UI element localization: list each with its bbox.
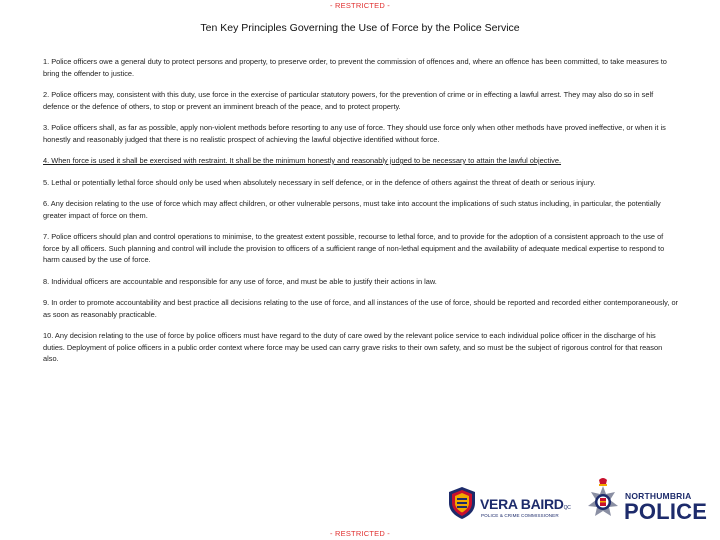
commissioner-crest-icon xyxy=(447,486,477,520)
principle-1: 1. Police officers owe a general duty to protect persons and property, to preserve order, to prevent the commission of offences and, where an offence has been committed, to take measures to bring the offender to justice. xyxy=(43,57,667,78)
police-force-name: POLICE xyxy=(624,499,708,524)
principle-8: 8. Individual officers are accountable and responsible for any use of force, and must be able to justify their actions in law. xyxy=(43,276,437,286)
principle-10: 10. Any decision relating to the use of force by police officers must have regard to the duty of care owed by the relevant police service to each individual police officer in the discharge of his duties. Deployment of police officers in a public order context where force may be used can carry grave risks to their own safety, and so must be the subject of rigorous control for that reason also. xyxy=(43,331,663,363)
security-marking-bottom: - RESTRICTED - xyxy=(330,529,390,538)
commissioner-logo xyxy=(445,474,580,530)
commissioner-suffix: QC xyxy=(563,505,571,511)
principle-2: 2. Police officers may, consistent with this duty, use force in the exercise of particular statutory powers, for the prevention of crime or in effecting a lawful arrest. They may also do so in self defence or the defence of others, to stop or prevent an imminent breach of the peace, and to protect property. xyxy=(43,90,654,111)
principle-5: 5. Lethal or potentially lethal force should only be used when absolutely necessary in self defence, or in the defence of others against the threat of death or serious injury. xyxy=(43,177,596,187)
principles-list xyxy=(43,56,679,365)
police-force-logo xyxy=(585,474,720,530)
police-force-region: NORTHUMBRIA xyxy=(625,491,692,501)
principle-7: 7. Police officers should plan and control operations to minimise, to the greatest extent possible, recourse to lethal force, and to provide for the adoption of a consistent approach to the use of force by all officers. Such planning and control will include the provision to officers of a sufficient range of non-lethal equipment and the availability of adequate medical expertise to respond to harm caused by the use of force. xyxy=(43,232,665,264)
principle-4: 4. When force is used it shall be exercised with restraint. It shall be the minimum honestly and reasonably judged to be necessary to attain the lawful objective. xyxy=(43,156,562,165)
security-marking-top: - RESTRICTED - xyxy=(330,1,390,10)
footer-logos xyxy=(445,474,720,530)
commissioner-name-text: VERA BAIRD xyxy=(480,496,564,512)
page-title: Ten Key Principles Governing the Use of Force by the Police Service xyxy=(200,22,520,34)
principle-6: 6. Any decision relating to the use of force which may affect children, or other vulnerable persons, must take into account the implications of such status including, in particular, the potentially greater impact of force on them. xyxy=(43,199,661,220)
police-star-badge-icon xyxy=(585,476,621,528)
commissioner-name xyxy=(480,496,571,512)
commissioner-subtitle: POLICE & CRIME COMMISSIONER xyxy=(481,513,559,518)
principle-9: 9. In order to promote accountability and best practice all decisions relating to the use of force, and all instances of the use of force, should be reported and recorded either contemporaneously, or as soon as reasonably practicable. xyxy=(43,298,679,319)
principle-3: 3. Police officers shall, as far as possible, apply non-violent methods before resorting to any use of force. They should use force only when other methods have proved ineffective, or when it is honestly and reasonably judged that there is no realistic prospect of achieving the lawful objective identified without force. xyxy=(43,123,666,144)
